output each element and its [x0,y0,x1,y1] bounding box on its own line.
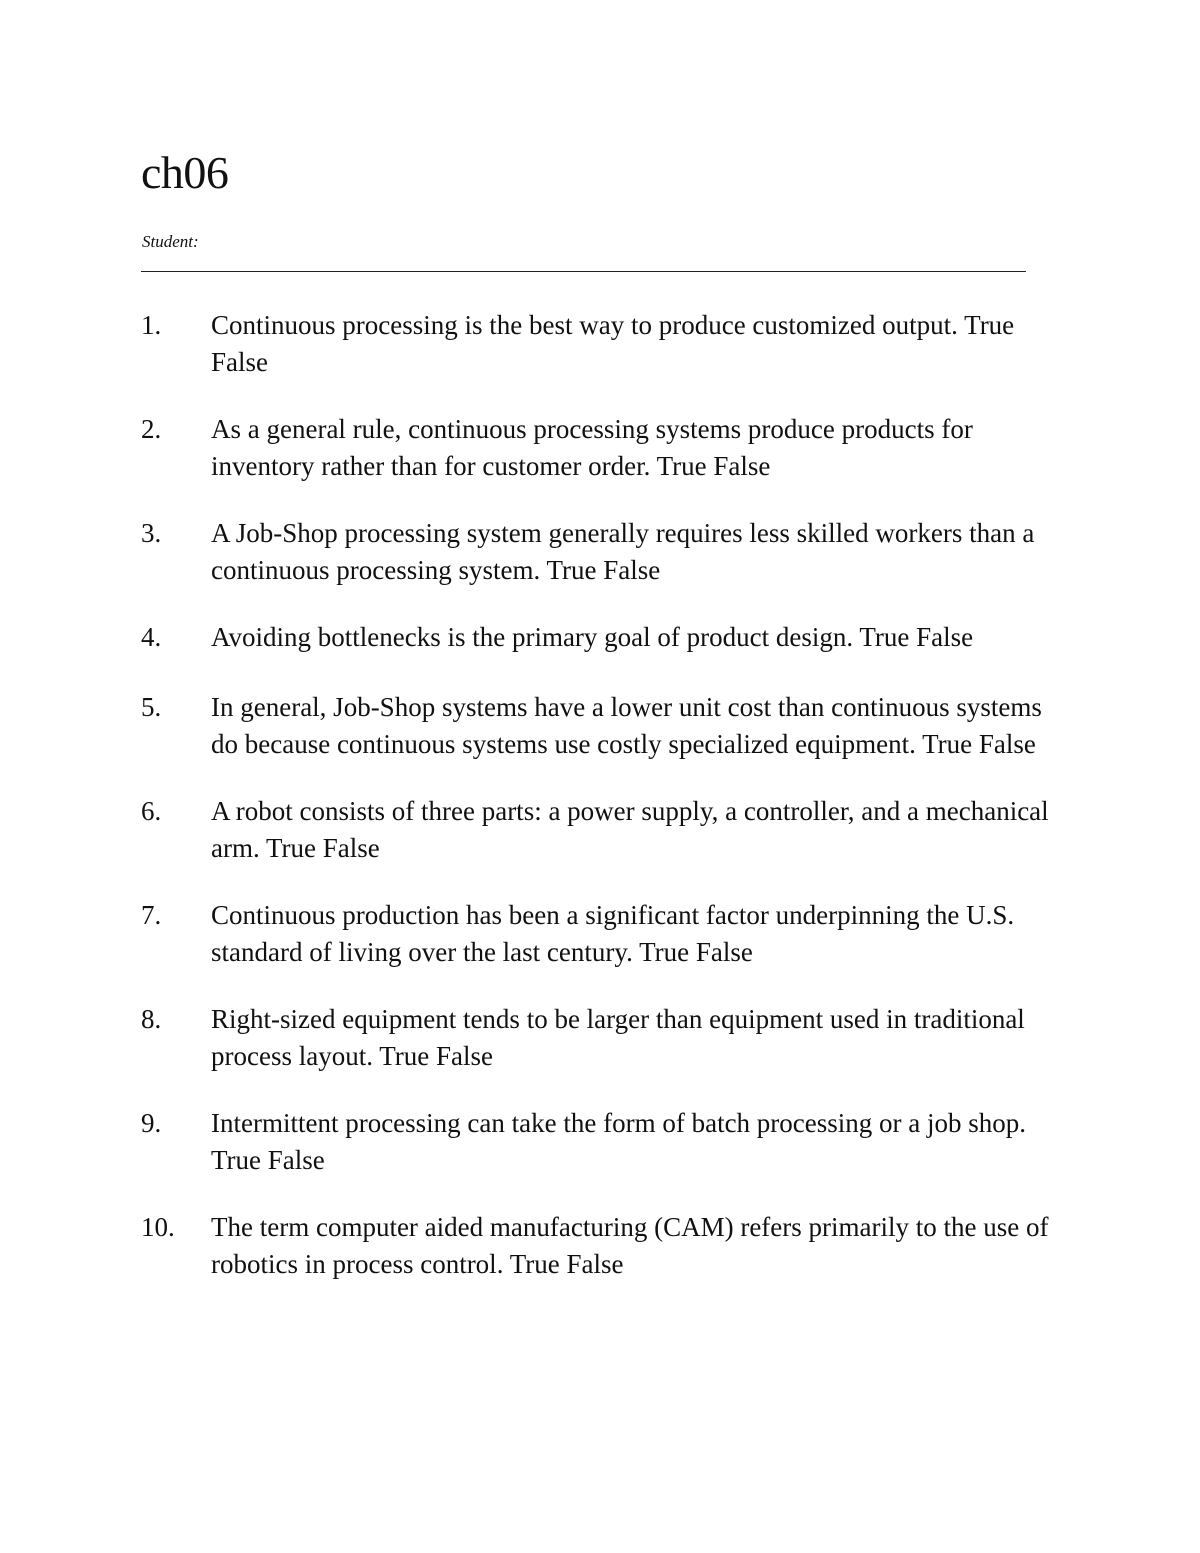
question-item [0,307,1200,381]
question-number: 6. [141,796,162,826]
question-list [0,307,1200,1313]
question-item [0,793,1200,867]
question-text: Right-sized equipment tends to be larger than equipment used in traditional process layout. True False [211,1004,1025,1071]
question-item [0,1105,1200,1179]
question-number: 5. [141,692,162,722]
question-text: A Job-Shop processing system generally requires less skilled workers than a continuous processing system. True False [211,518,1035,585]
question-text: Continuous production has been a significant factor underpinning the U.S. standard of living over the last century. True False [211,900,1015,967]
question-text: As a general rule, continuous processing systems produce products for inventory rather than for customer order. True False [211,414,973,481]
question-number: 2. [141,414,162,444]
question-item [0,1209,1200,1283]
question-text: Continuous processing is the best way to produce customized output. True False [211,310,1015,377]
question-text: The term computer aided manufacturing (CAM) refers primarily to the use of robotics in process control. True False [211,1212,1049,1279]
student-label: Student: [142,232,199,251]
question-number: 10. [141,1212,175,1242]
question-item [0,515,1200,589]
question-item [0,1001,1200,1075]
question-text: In general, Job-Shop systems have a lower unit cost than continuous systems do because continuous systems use costly specialized equipment. True False [211,692,1042,759]
question-text: Avoiding bottlenecks is the primary goal of product design. True False [211,622,974,652]
page-title: ch06 [141,147,229,198]
question-number: 8. [141,1004,162,1034]
question-item [0,689,1200,763]
question-number: 7. [141,900,162,930]
question-number: 1. [141,310,162,340]
question-number: 4. [141,622,162,652]
question-text: A robot consists of three parts: a power supply, a controller, and a mechanical arm. True False [211,796,1049,863]
question-item [0,619,1200,659]
question-item [0,411,1200,485]
question-number: 9. [141,1108,162,1138]
question-item [0,897,1200,971]
question-number: 3. [141,518,162,548]
question-text: Intermittent processing can take the form of batch processing or a job shop. True False [211,1108,1027,1175]
student-name-line [141,271,1026,272]
